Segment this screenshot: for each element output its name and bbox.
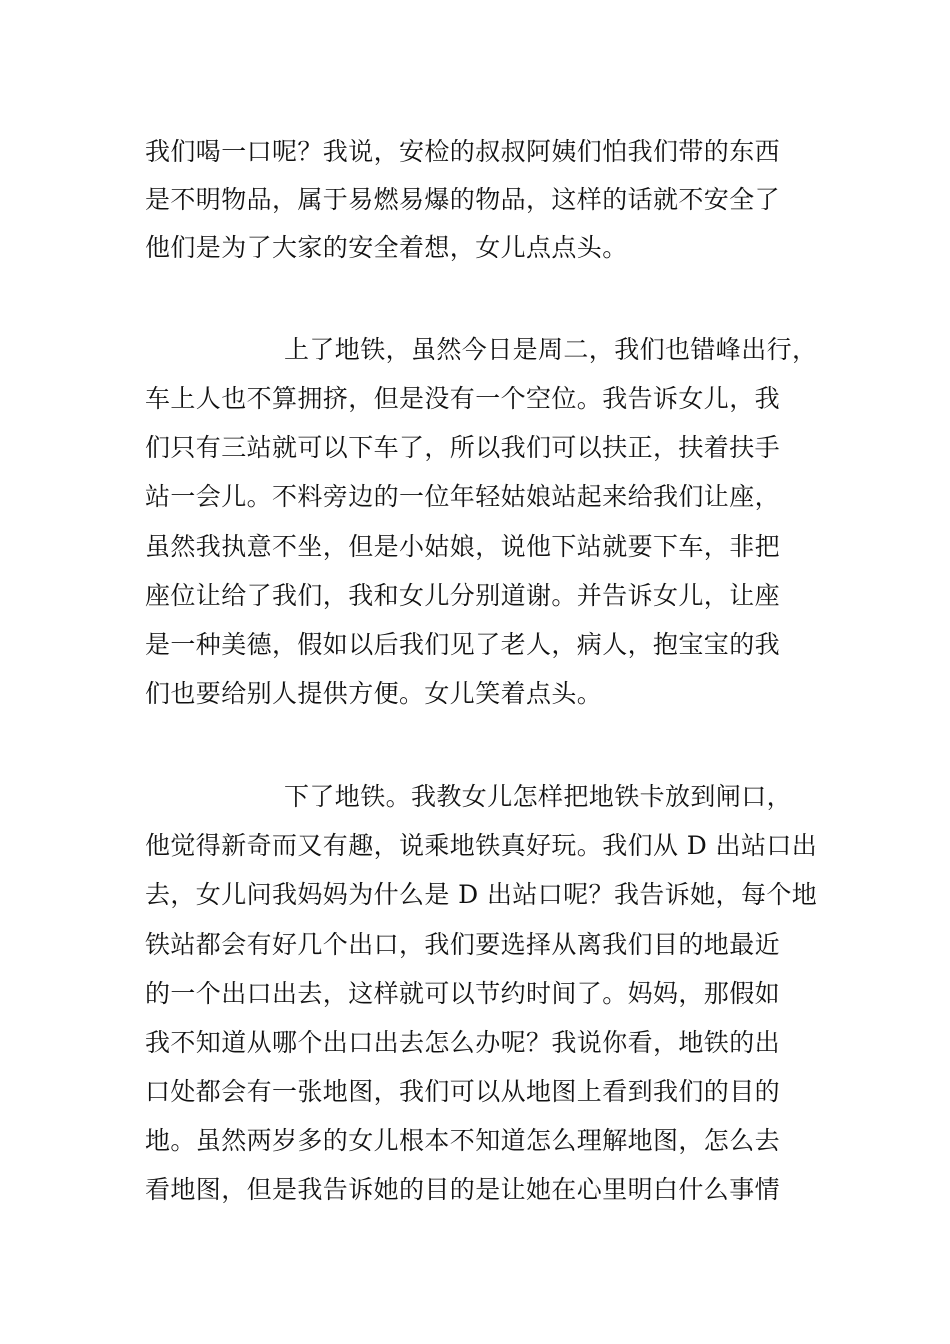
text-line: 是不明物品，属于易燃易爆的物品，这样的话就不安全了	[145, 185, 781, 214]
text-line: 他们是为了大家的安全着想，女儿点点头。	[145, 233, 628, 262]
text-line: 下了地铁。我教女儿怎样把地铁卡放到闸口，	[284, 782, 793, 811]
text-line: 们只有三站就可以下车了，所以我们可以扶正，扶着扶手	[145, 433, 781, 462]
text-line: 站一会儿。不料旁边的一位年轻姑娘站起来给我们让座，	[145, 482, 781, 511]
text-line: 口处都会有一张地图，我们可以从地图上看到我们的目的	[145, 1077, 781, 1106]
text-line: 看地图，但是我告诉她的目的是让她在心里明白什么事情	[145, 1175, 781, 1204]
text-line: 们也要给别人提供方便。女儿笑着点头。	[145, 679, 603, 708]
text-line: 我不知道从哪个出口出去怎么办呢？我说你看，地铁的出	[145, 1028, 781, 1057]
text-line: 上了地铁，虽然今日是周二，我们也错峰出行，	[284, 335, 818, 364]
text-line: 去，女儿问我妈妈为什么是 D 出站口呢？我告诉她，每个地	[145, 880, 818, 909]
text-line: 座位让给了我们，我和女儿分别道谢。并告诉女儿，让座	[145, 581, 781, 610]
text-line: 是一种美德，假如以后我们见了老人，病人，抱宝宝的我	[145, 630, 781, 659]
text-line: 车上人也不算拥挤，但是没有一个空位。我告诉女儿，我	[145, 384, 781, 413]
text-line: 的一个出口出去，这样就可以节约时间了。妈妈，那假如	[145, 979, 781, 1008]
text-line: 他觉得新奇而又有趣，说乘地铁真好玩。我们从 D 出站口出	[145, 831, 818, 860]
text-line: 铁站都会有好几个出口，我们要选择从离我们目的地最近	[145, 930, 781, 959]
text-line: 地。虽然两岁多的女儿根本不知道怎么理解地图，怎么去	[145, 1126, 781, 1155]
text-line: 虽然我执意不坐，但是小姑娘，说他下站就要下车，非把	[145, 532, 781, 561]
text-line: 我们喝一口呢？我说，安检的叔叔阿姨们怕我们带的东西	[145, 137, 781, 166]
